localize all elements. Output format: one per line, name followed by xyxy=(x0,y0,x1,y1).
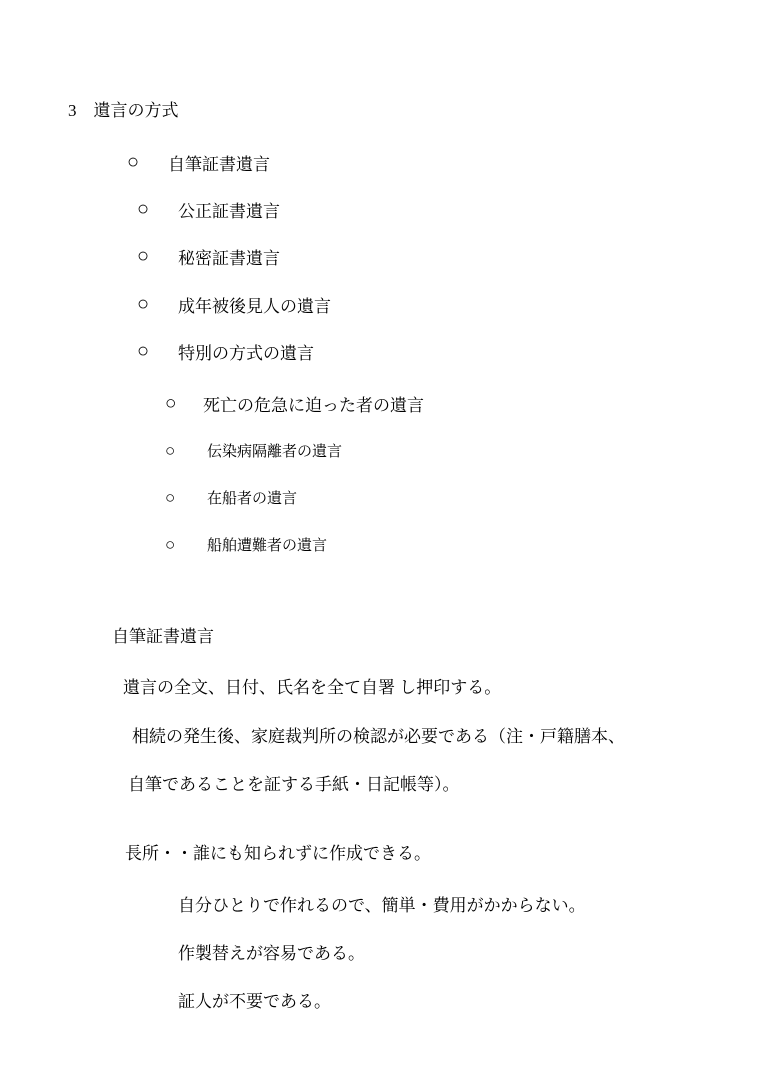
merit-line: 作製替えが容易である。 xyxy=(178,944,365,963)
list-item-level2 xyxy=(165,533,327,555)
list-item-label: 成年被後見人の遺言 xyxy=(178,296,331,316)
body-line: 自筆であることを証する手紙・日記帳等）。 xyxy=(128,775,460,794)
list-item-label: 自筆証書遺言 xyxy=(168,154,270,174)
list-item-label: 公正証書遺言 xyxy=(178,201,280,221)
list-item-level2 xyxy=(165,439,342,461)
list-item-label: 特別の方式の遺言 xyxy=(178,343,314,363)
list-item-level1 xyxy=(137,339,314,363)
section-heading: 自筆証書遺言 xyxy=(112,627,214,646)
list-item-label: 死亡の危急に迫った者の遺言 xyxy=(203,395,424,415)
circle-bullet-icon: ○ xyxy=(137,198,150,220)
list-item-level1 xyxy=(137,197,280,221)
merits-lead-line: 長所・・誰にも知られずに作成できる。 xyxy=(125,844,431,863)
circle-bullet-icon: ○ xyxy=(137,340,150,362)
page-title: 3 遺言の方式 xyxy=(68,101,179,120)
body-line: 遺言の全文、日付、氏名を全て自署 し押印する。 xyxy=(123,678,502,697)
list-item-label: 在船者の遺言 xyxy=(207,490,298,507)
list-item-label: 船舶遭難者の遺言 xyxy=(207,537,328,554)
circle-bullet-icon: ○ xyxy=(137,245,150,267)
list-item-level1 xyxy=(127,150,270,174)
list-item-label: 秘密証書遺言 xyxy=(178,248,280,268)
merit-line: 自分ひとりで作れるので、簡単・費用がかからない。 xyxy=(178,896,586,915)
circle-bullet-icon: ○ xyxy=(165,487,176,507)
circle-bullet-icon: ○ xyxy=(165,534,176,554)
list-item-level2 xyxy=(165,486,297,508)
circle-bullet-icon: ○ xyxy=(165,440,176,460)
list-item-level2 xyxy=(165,391,424,415)
list-item-level1 xyxy=(137,244,280,268)
circle-bullet-icon: ○ xyxy=(137,293,150,315)
body-line: 相続の発生後、家庭裁判所の検認が必要である（注・戸籍膳本、 xyxy=(132,727,625,746)
list-item-label: 伝染病隔離者の遺言 xyxy=(207,443,343,460)
list-item-level1 xyxy=(137,292,331,316)
circle-bullet-icon: ○ xyxy=(165,392,177,414)
merit-line: 証人が不要である。 xyxy=(178,992,331,1011)
circle-bullet-icon: ○ xyxy=(127,151,140,173)
